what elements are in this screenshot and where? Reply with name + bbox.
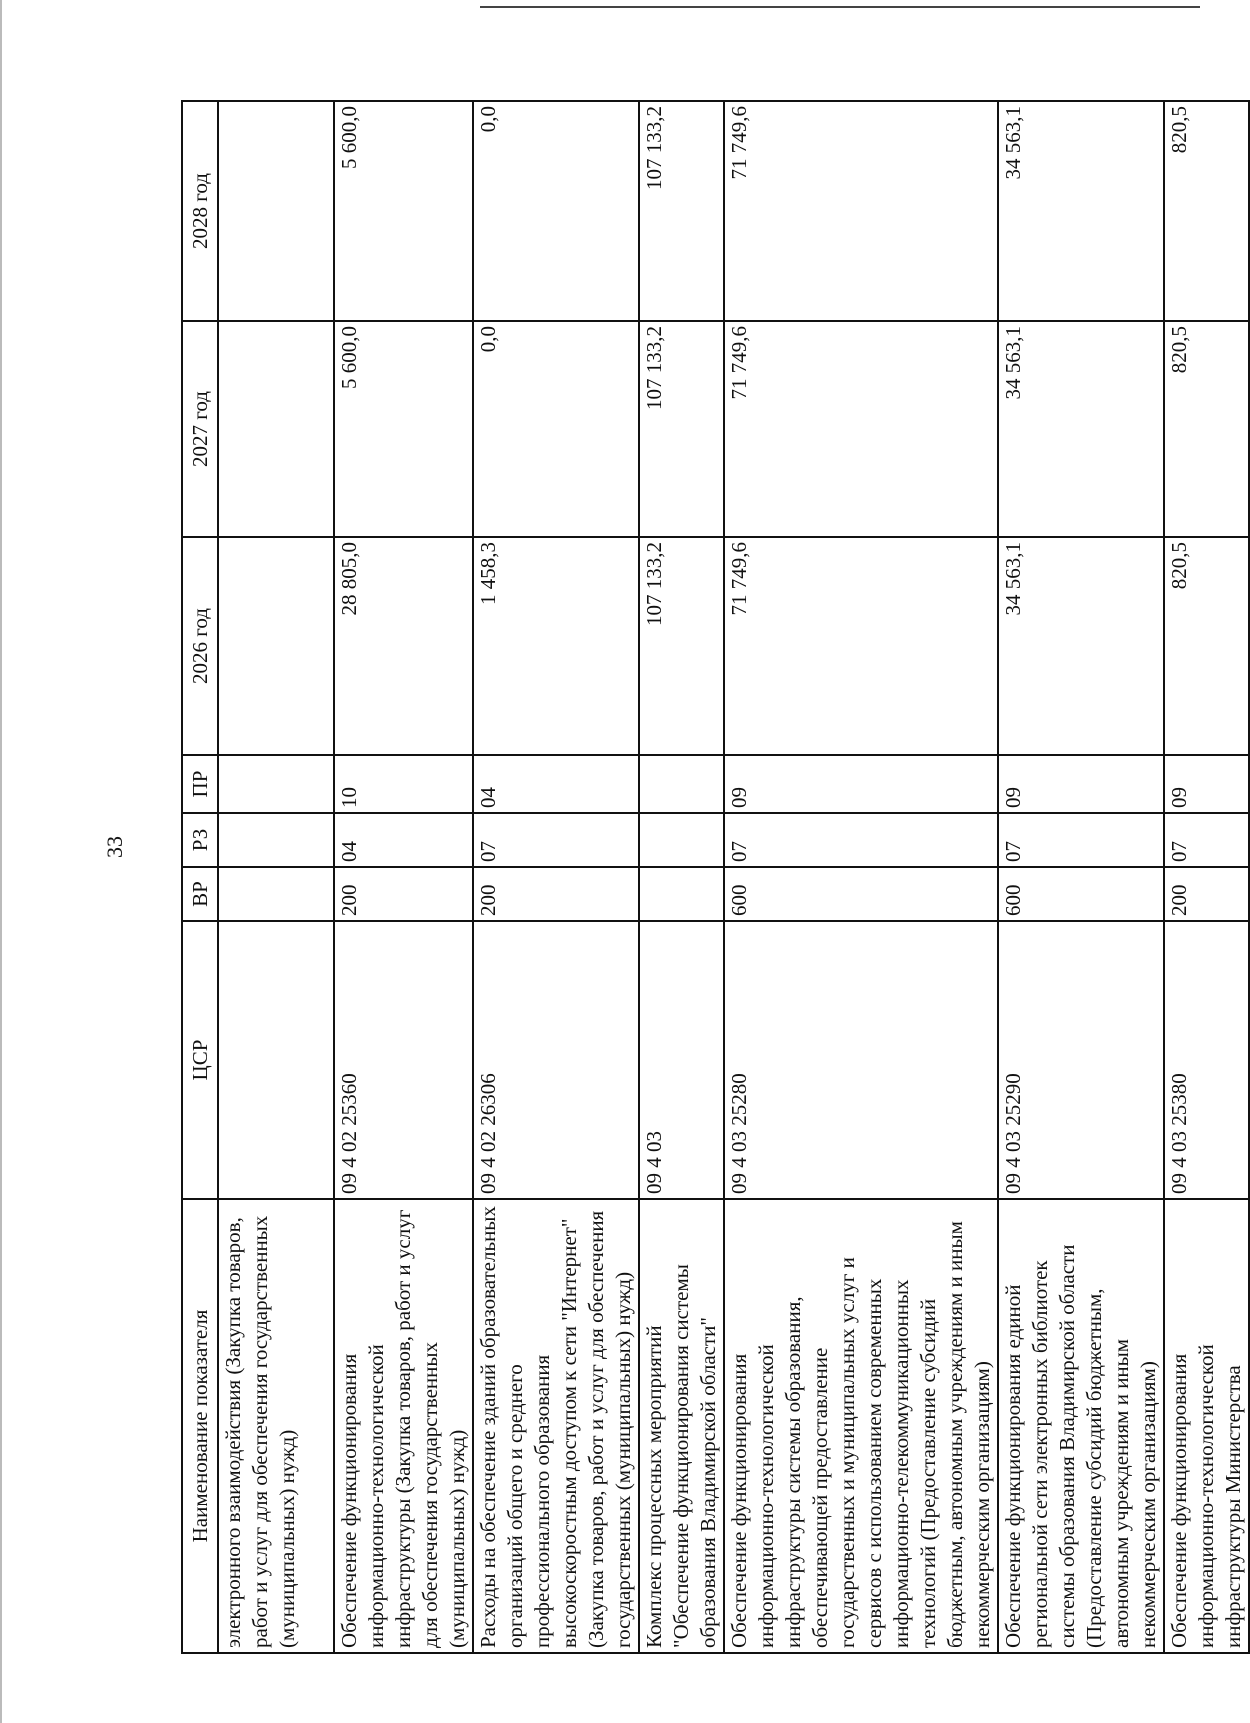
table-header-row (182, 101, 218, 1653)
header-csr: ЦСР (182, 921, 218, 1199)
table-row (639, 101, 724, 1653)
budget-table-wrapper (181, 102, 1245, 1654)
page-number: 33 (102, 836, 127, 858)
row-pr (218, 755, 334, 813)
table-row (998, 101, 1164, 1653)
row-rz: 07 (998, 813, 1164, 867)
row-2026: 71 749,6 (724, 537, 998, 755)
row-2027: 820,5 (1164, 321, 1249, 537)
row-2027: 107 133,2 (639, 321, 724, 537)
header-2026: 2026 год (182, 537, 218, 755)
table-row (473, 101, 639, 1653)
scan-top-line (480, 6, 1200, 8)
header-rz: РЗ (182, 813, 218, 867)
row-2028: 34 563,1 (998, 101, 1164, 321)
row-name: Обеспечение функционирования информационно-технологической инфраструктуры (Закупка товаров, работ и услуг для обеспечения государственных (муниципальных) нужд) (334, 1199, 473, 1653)
row-name: Обеспечение функционирования единой региональной сети электронных библиотек системы образования Владимирской области (Предоставление субсидий бюджетным, автономным учреждениям и иным некоммерческим организациям) (998, 1199, 1164, 1653)
row-rz: 07 (1164, 813, 1249, 867)
budget-table (181, 100, 1250, 1654)
row-2027: 34 563,1 (998, 321, 1164, 537)
header-pr: ПР (182, 755, 218, 813)
row-pr: 04 (473, 755, 639, 813)
header-2028: 2028 год (182, 101, 218, 321)
row-csr: 09 4 03 (639, 921, 724, 1199)
row-2027: 71 749,6 (724, 321, 998, 537)
row-pr: 10 (334, 755, 473, 813)
row-2028: 107 133,2 (639, 101, 724, 321)
row-rz: 04 (334, 813, 473, 867)
header-2027: 2027 год (182, 321, 218, 537)
row-csr (218, 921, 334, 1199)
row-name: электронного взаимодействия (Закупка товаров, работ и услуг для обеспечения государственных (муниципальных) нужд) (218, 1199, 334, 1653)
row-vr: 200 (334, 867, 473, 921)
table-row (218, 101, 334, 1653)
row-vr: 200 (473, 867, 639, 921)
header-vr: ВР (182, 867, 218, 921)
row-2028 (218, 101, 334, 321)
row-rz (218, 813, 334, 867)
row-name: Расходы на обеспечение зданий образовательных организаций общего и среднего профессионального образования высокоскоростным доступом к сети "Интернет" (Закупка товаров, работ и услуг для обеспечения государственных (муниципальных) нужд) (473, 1199, 639, 1653)
row-rz: 07 (473, 813, 639, 867)
row-2027: 0,0 (473, 321, 639, 537)
row-name: Обеспечение функционирования информационно-технологической инфраструктуры системы образования, обеспечивающей предоставление государственных и муниципальных услуг и сервисов с использованием современных информационно-телекоммуникационных технологий (Предоставление субсидий бюджетным, автономным учреждениям и иным некоммерческим организациям) (724, 1199, 998, 1653)
row-vr: 600 (998, 867, 1164, 921)
row-csr: 09 4 03 25280 (724, 921, 998, 1199)
row-2027: 5 600,0 (334, 321, 473, 537)
table-row (334, 101, 473, 1653)
row-vr: 200 (1164, 867, 1249, 921)
row-rz: 07 (724, 813, 998, 867)
row-2028: 5 600,0 (334, 101, 473, 321)
row-csr: 09 4 02 26306 (473, 921, 639, 1199)
row-2027 (218, 321, 334, 537)
row-2028: 0,0 (473, 101, 639, 321)
row-name: Обеспечение функционирования информационно-технологической инфраструктуры Министерства (1164, 1199, 1249, 1653)
row-vr (639, 867, 724, 921)
row-csr: 09 4 03 25290 (998, 921, 1164, 1199)
row-pr: 09 (724, 755, 998, 813)
row-2028: 71 749,6 (724, 101, 998, 321)
table-row (724, 101, 998, 1653)
row-2026: 34 563,1 (998, 537, 1164, 755)
row-2026: 28 805,0 (334, 537, 473, 755)
table-row (1164, 101, 1249, 1653)
row-rz (639, 813, 724, 867)
row-pr: 09 (1164, 755, 1249, 813)
row-2026 (218, 537, 334, 755)
row-name: Комплекс процессных мероприятий "Обеспечение функционирования системы образования Владимирской области" (639, 1199, 724, 1653)
row-vr (218, 867, 334, 921)
header-name: Наименование показателя (182, 1199, 218, 1653)
row-pr: 09 (998, 755, 1164, 813)
row-csr: 09 4 03 25380 (1164, 921, 1249, 1199)
row-pr (639, 755, 724, 813)
row-2026: 107 133,2 (639, 537, 724, 755)
row-2026: 820,5 (1164, 537, 1249, 755)
row-csr: 09 4 02 25360 (334, 921, 473, 1199)
row-2026: 1 458,3 (473, 537, 639, 755)
row-2028: 820,5 (1164, 101, 1249, 321)
row-vr: 600 (724, 867, 998, 921)
scan-left-edge (0, 0, 2, 1723)
